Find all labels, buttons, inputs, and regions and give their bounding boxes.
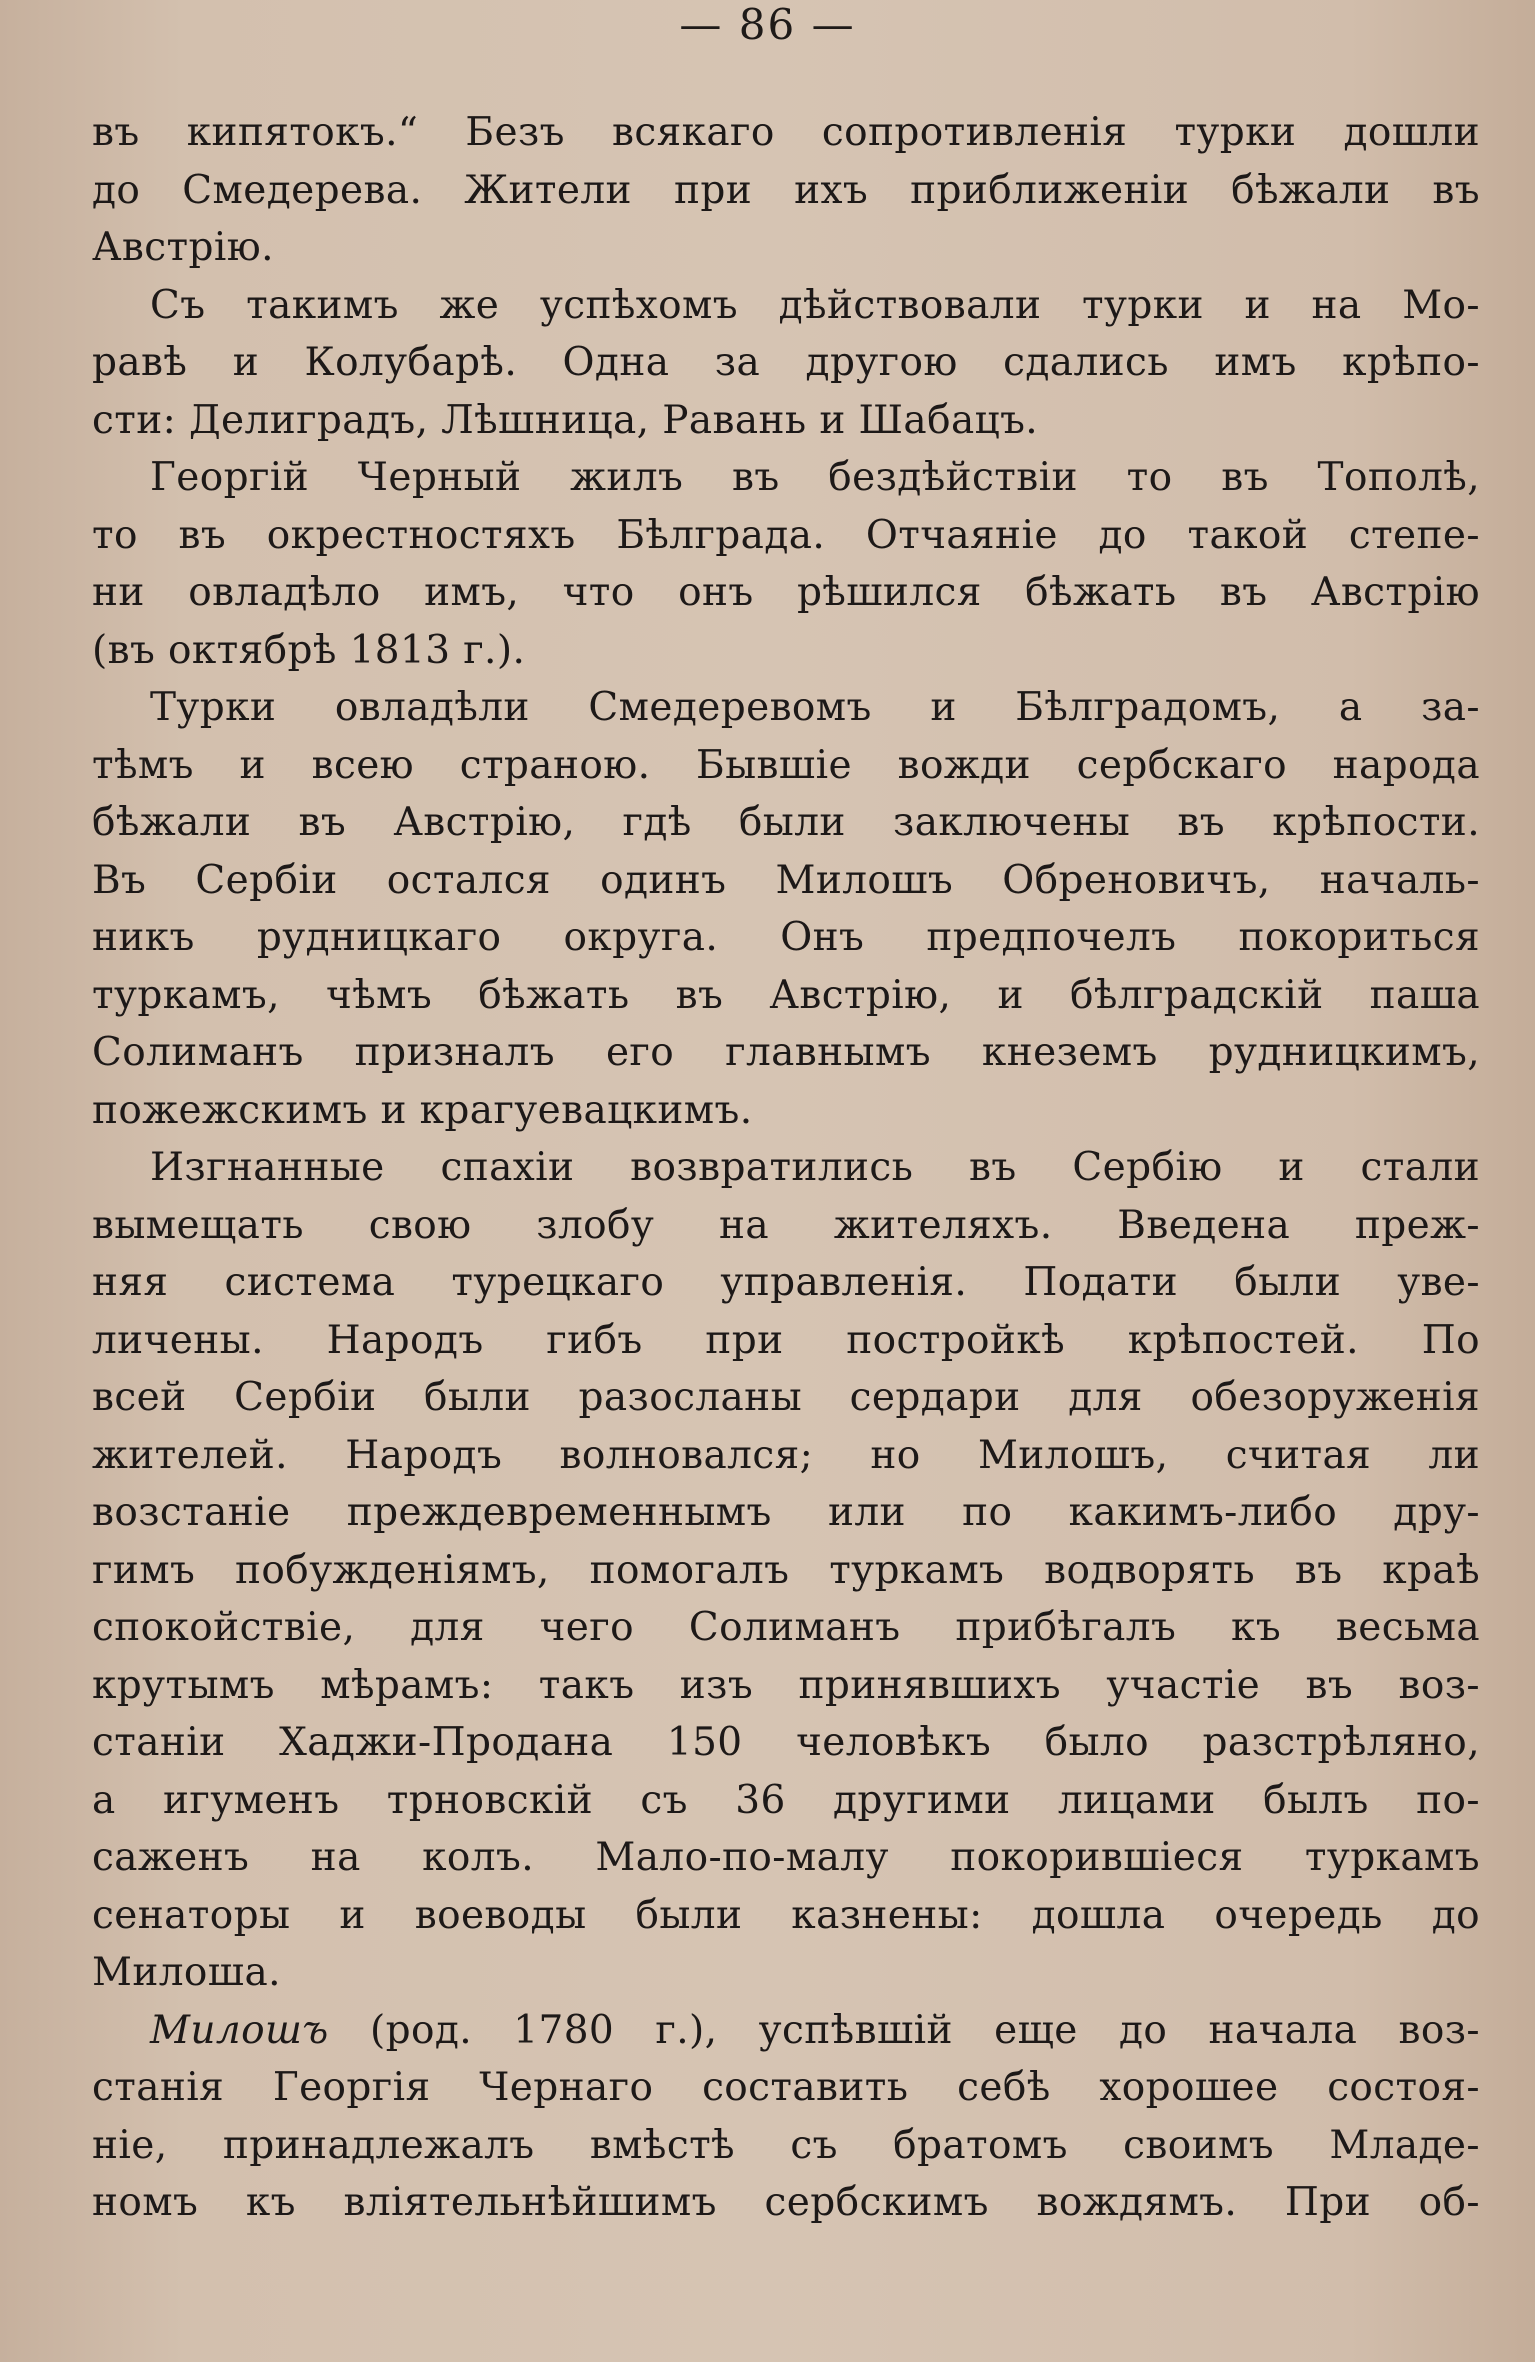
paragraph-6	[92, 2002, 1480, 2232]
paragraph-3	[92, 449, 1480, 679]
page-number: — 86 —	[679, 0, 856, 49]
text-line	[92, 2002, 1480, 2060]
text-line: жителей. Народъ волновался; но Милошъ, считая ли	[92, 1432, 1480, 1478]
text-line: ніе, принадлежалъ вмѣстѣ съ братомъ своимъ Младе-	[92, 2122, 1480, 2168]
paragraph-4	[92, 679, 1480, 1139]
text-line: крутымъ мѣрамъ: такъ изъ принявшихъ участіе въ воз-	[92, 1662, 1480, 1708]
text-line: няя система турецкаго управленія. Подати были уве-	[92, 1260, 1480, 1305]
text-line: Георгій Черный жилъ въ бездѣйствіи то въ Тополѣ,	[150, 455, 1480, 500]
text-line: въ кипятокъ.“ Безъ всякаго сопротивленія турки дошли	[92, 110, 1480, 155]
text-line: никъ рудницкаго округа. Онъ предпочелъ покориться	[92, 915, 1480, 960]
text-line: пожежскимъ и крагуевацкимъ.	[92, 1087, 753, 1133]
text-line: Изгнанные спахіи возвратились въ Сербію и стали	[150, 1145, 1480, 1190]
italic-name: Милошъ	[150, 2007, 329, 2053]
paragraph-1	[92, 104, 1480, 277]
text-line: бѣжали въ Австрію, гдѣ были заключены въ крѣпости.	[92, 800, 1480, 845]
text-line: Въ Сербіи остался одинъ Милошъ Обреновичъ, началь-	[92, 857, 1480, 903]
text-line: личены. Народъ гибъ при постройкѣ крѣпостей. По	[92, 1317, 1480, 1363]
text-line: возстаніе преждевременнымъ или по какимъ-либо дру-	[92, 1490, 1480, 1535]
text-line: равѣ и Колубарѣ. Одна за другою сдались имъ крѣпо-	[92, 340, 1480, 385]
text-line: станія Георгія Чернаго составить себѣ хорошее состоя-	[92, 2065, 1480, 2110]
paragraph-5	[92, 1139, 1480, 2002]
text-line: (въ октябрѣ 1813 г.).	[92, 627, 526, 673]
text-line: ни овладѣло имъ, что онъ рѣшился бѣжать въ Австрію	[92, 570, 1480, 615]
text-line: Турки овладѣли Смедеревомъ и Бѣлградомъ, а за-	[150, 685, 1480, 730]
text-line: вымещать свою злобу на жителяхъ. Введена преж-	[92, 1202, 1480, 1248]
text-line: тѣмъ и всею страною. Бывшіе вожди сербскаго народа	[92, 742, 1480, 788]
text-line: то въ окрестностяхъ Бѣлграда. Отчаяніе до такой степе-	[92, 512, 1480, 558]
text-line: до Смедерева. Жители при ихъ приближеніи бѣжали въ	[92, 167, 1480, 213]
text-line: сенаторы и воеводы были казнены: дошла очередь до	[92, 1892, 1480, 1938]
text-line: номъ къ вліятельнѣйшимъ сербскимъ вождямъ. При об-	[92, 2180, 1480, 2225]
text-run: (род. 1780 г.), успѣвшій еще до начала воз-	[328, 2007, 1480, 2053]
text-line: а игуменъ трновскій съ 36 другими лицами былъ по-	[92, 1777, 1480, 1823]
text-line: всей Сербіи были разосланы сердари для обезоруженія	[92, 1375, 1480, 1420]
text-line: Австрію.	[92, 225, 274, 270]
text-line: туркамъ, чѣмъ бѣжать въ Австрію, и бѣлградскій паша	[92, 972, 1480, 1018]
text-line: станіи Хаджи-Продана 150 человѣкъ было разстрѣляно,	[92, 1720, 1480, 1765]
text-line: Съ такимъ же успѣхомъ дѣйствовали турки и на Мо-	[150, 282, 1480, 328]
text-line: саженъ на колъ. Мало-по-малу покорившіеся туркамъ	[92, 1835, 1480, 1880]
paragraph-2	[92, 277, 1480, 450]
text-line: спокойствіе, для чего Солиманъ прибѣгалъ къ весьма	[92, 1605, 1480, 1650]
text-line: Милоша.	[92, 1950, 281, 1995]
body-text	[92, 104, 1480, 2232]
text-line: Солиманъ призналъ его главнымъ кнеземъ рудницкимъ,	[92, 1030, 1480, 1075]
text-line: гимъ побужденіямъ, помогалъ туркамъ водворять въ краѣ	[92, 1547, 1480, 1593]
text-line: сти: Делиградъ, Лѣшница, Равань и Шабацъ.	[92, 397, 1039, 443]
